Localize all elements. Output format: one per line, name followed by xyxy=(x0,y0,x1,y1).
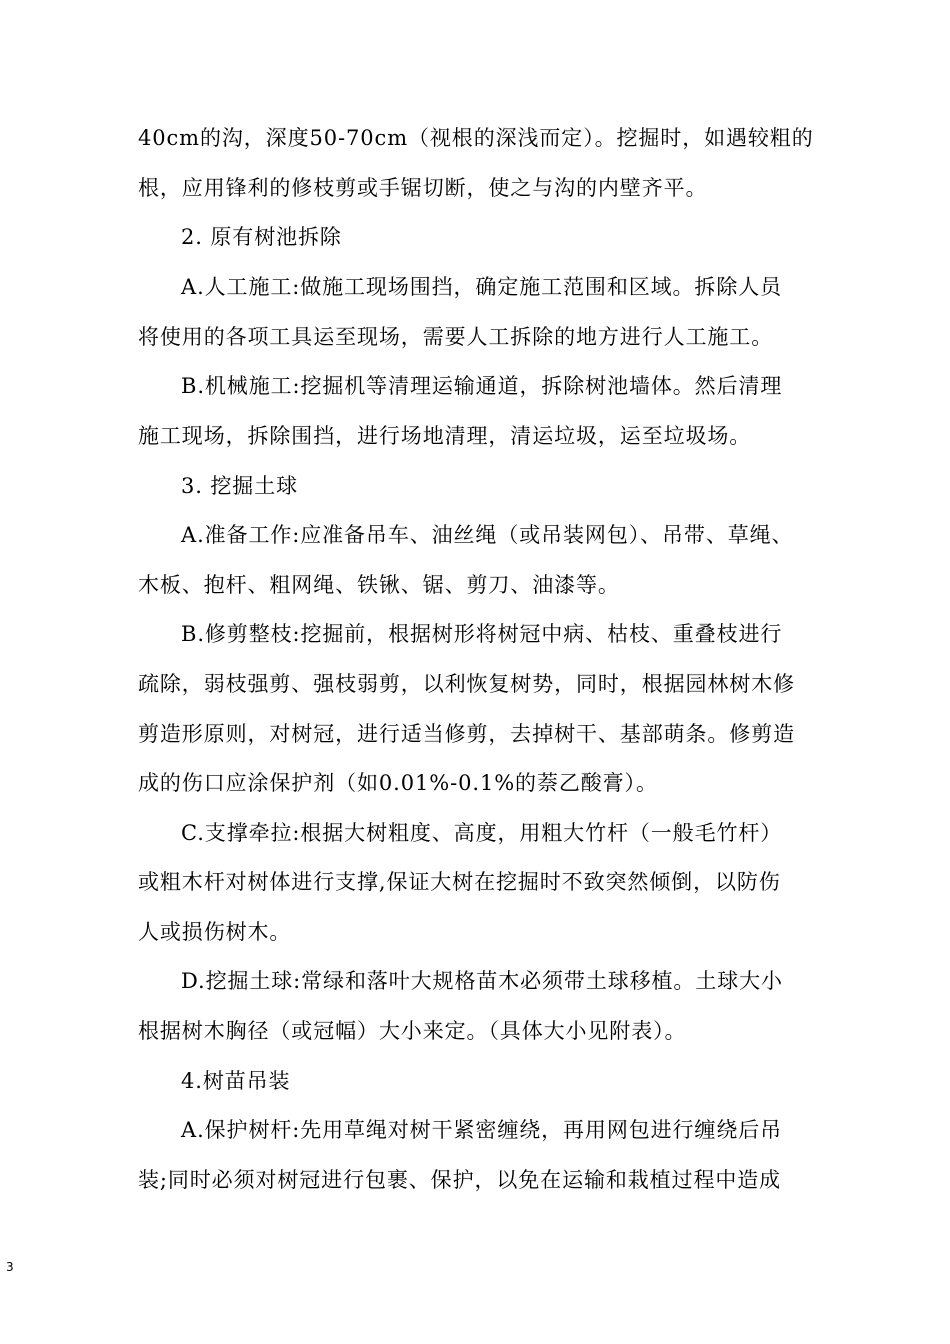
text-line-5: 将使用的各项工具运至现场，需要人工拆除的地方进行人工施工。 xyxy=(138,325,774,349)
text-line-1: 40cm的沟，深度50-70cm（视根的深浅而定）。挖掘时，如遇较粗的 xyxy=(138,126,814,150)
text-line-13: 剪造形原则，对树冠，进行适当修剪，去掉树干、基部萌条。修剪造 xyxy=(138,722,795,746)
text-line-18: D.挖掘土球:常绿和落叶大规格苗木必须带土球移植。土球大小 xyxy=(181,969,783,993)
text-line-14: 成的伤口应涂保护剂（如0.01%-0.1%的萘乙酸膏）。 xyxy=(138,771,658,795)
text-line-12: 疏除，弱枝强剪、强枝弱剪，以利恢复树势，同时，根据园林树木修 xyxy=(138,672,795,696)
section-heading-2: 2. 原有树池拆除 xyxy=(181,225,342,249)
text-line-7: 施工现场，拆除围挡，进行场地清理，清运垃圾，运至垃圾场。 xyxy=(138,424,752,448)
text-line-11: B.修剪整枝:挖掘前，根据树形将树冠中病、枯枝、重叠枝进行 xyxy=(181,622,783,646)
text-line-19: 根据树木胸径（或冠幅）大小来定。（具体大小见附表）。 xyxy=(138,1019,687,1043)
text-line-6: B.机械施工:挖掘机等清理运输通道，拆除树池墙体。然后清理 xyxy=(181,374,783,398)
section-heading-3: 3. 挖掘土球 xyxy=(181,474,299,498)
text-line-22: 装;同时必须对树冠进行包裹、保护，以免在运输和栽植过程中造成 xyxy=(138,1168,782,1192)
text-line-21: A.保护树杆:先用草绳对树干紧密缠绕，再用网包进行缠绕后吊 xyxy=(181,1118,783,1142)
text-line-17: 人或损伤树木。 xyxy=(138,920,292,944)
text-line-15: C.支撑牵拉:根据大树粗度、高度，用粗大竹杆（一般毛竹杆） xyxy=(181,821,783,845)
text-line-2: 根，应用锋利的修枝剪或手锯切断，使之与沟的内壁齐平。 xyxy=(138,176,708,200)
text-line-9: A.准备工作:应准备吊车、油丝绳（或吊装网包）、吊带、草绳、 xyxy=(181,523,794,547)
page-number: 3 xyxy=(6,1260,14,1274)
text-line-16: 或粗木杆对树体进行支撑,保证大树在挖掘时不致突然倾倒，以防伤 xyxy=(138,870,781,894)
text-line-4: A.人工施工:做施工现场围挡，确定施工范围和区域。拆除人员 xyxy=(181,275,783,299)
section-heading-4: 4.树苗吊装 xyxy=(181,1069,291,1093)
text-line-10: 木板、抱杆、粗网绳、铁锹、锯、剪刀、油漆等。 xyxy=(138,573,620,597)
